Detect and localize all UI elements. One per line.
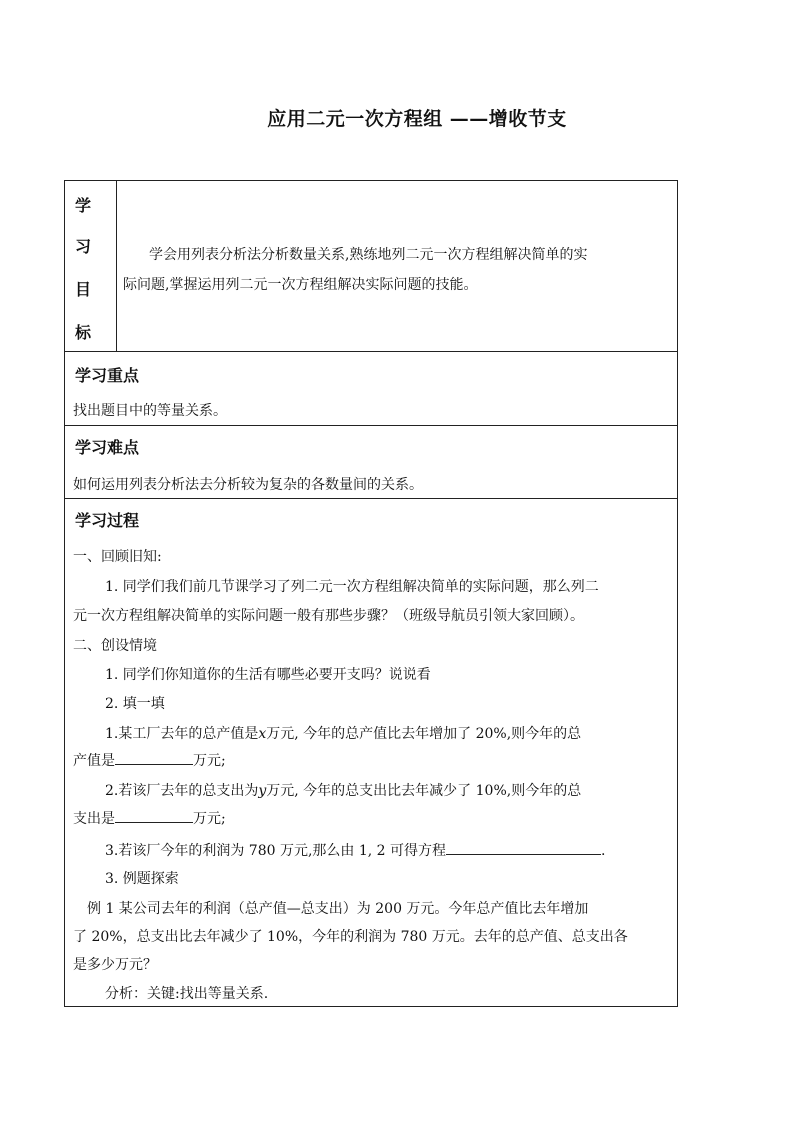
example-line: 例 1 某公司去年的利润（总产值—总支出）为 200 万元。今年总产值比去年增加 (87, 901, 589, 917)
fill-text: 3.若该厂今年的利润为 780 万元,那么由 1, 2 可得方程 (105, 843, 447, 859)
goal-label (65, 181, 116, 351)
fill-item-2 (105, 779, 581, 803)
key-point-heading: 学习重点 (75, 366, 140, 385)
analysis-line: 分析：关键:找出等量关系. (105, 986, 269, 1002)
page-title: 应用二元一次方程组 ——增收节支 (267, 108, 567, 130)
key-point-text: 找出题目中的等量关系。 (73, 403, 227, 419)
example-line: 了 20%，总支出比去年减少了 10%，今年的利润为 780 万元。去年的总产值、总支出各 (73, 929, 628, 945)
fill-item-2-cont (73, 806, 226, 831)
goal-label-char: 习 (75, 237, 92, 256)
fill-text: 支出是 (73, 811, 115, 827)
row-divider (65, 498, 677, 499)
equation-blank[interactable] (446, 838, 601, 855)
answer-blank[interactable] (115, 806, 193, 823)
row-divider (65, 351, 677, 352)
process-heading: 学习过程 (75, 511, 140, 530)
section-title: 二、创设情境 (73, 638, 157, 654)
variable-y: y (258, 783, 267, 799)
fill-text: 产值是 (73, 753, 115, 769)
fill-text: . (601, 843, 606, 859)
fill-text: 万元, 今年的总产值比去年增加了 20%,则今年的总 (266, 726, 582, 742)
goal-text-line: 学会用列表分析法分析数量关系,熟练地列二元一次方程组解决简单的实 (149, 247, 588, 263)
goal-label-char: 标 (75, 323, 92, 342)
goal-label-char: 目 (75, 280, 92, 299)
lesson-table (64, 180, 678, 1007)
goal-text-line: 际问题,掌握运用列二元一次方程组解决实际问题的技能。 (123, 277, 478, 293)
answer-blank[interactable] (115, 748, 193, 765)
variable-x: x (258, 726, 267, 742)
difficulty-text: 如何运用列表分析法去分析较为复杂的各数量间的关系。 (73, 477, 423, 493)
fill-item-1 (105, 722, 581, 746)
process-line: 元一次方程组解决简单的实际问题一般有那些步骤？（班级导航员引领大家回顾）。 (73, 608, 584, 624)
process-line: 1. 同学们我们前几节课学习了列二元一次方程组解决简单的实际问题，那么列二 (105, 579, 599, 595)
example-line: 是多少万元？ (73, 957, 157, 973)
fill-text: 1.某工厂去年的总产值是 (105, 726, 259, 742)
section-title: 一、回顾旧知: (73, 549, 162, 565)
fill-item-3 (105, 838, 606, 863)
process-line: 1. 同学们你知道你的生活有哪些必要开支吗？说说看 (105, 667, 431, 683)
fill-item-1-cont (73, 748, 226, 773)
fill-text: 万元; (193, 811, 226, 827)
fill-text: 万元, 今年的总支出比去年减少了 10%,则今年的总 (266, 783, 582, 799)
fill-text: 万元; (193, 753, 226, 769)
goal-label-char: 学 (75, 196, 92, 215)
fill-text: 2.若该厂去年的总支出为 (105, 783, 259, 799)
row-divider (65, 425, 677, 426)
process-line: 3. 例题探索 (105, 871, 179, 887)
difficulty-heading: 学习难点 (75, 438, 140, 457)
goal-divider (116, 181, 117, 351)
process-line: 2. 填一填 (105, 696, 165, 712)
